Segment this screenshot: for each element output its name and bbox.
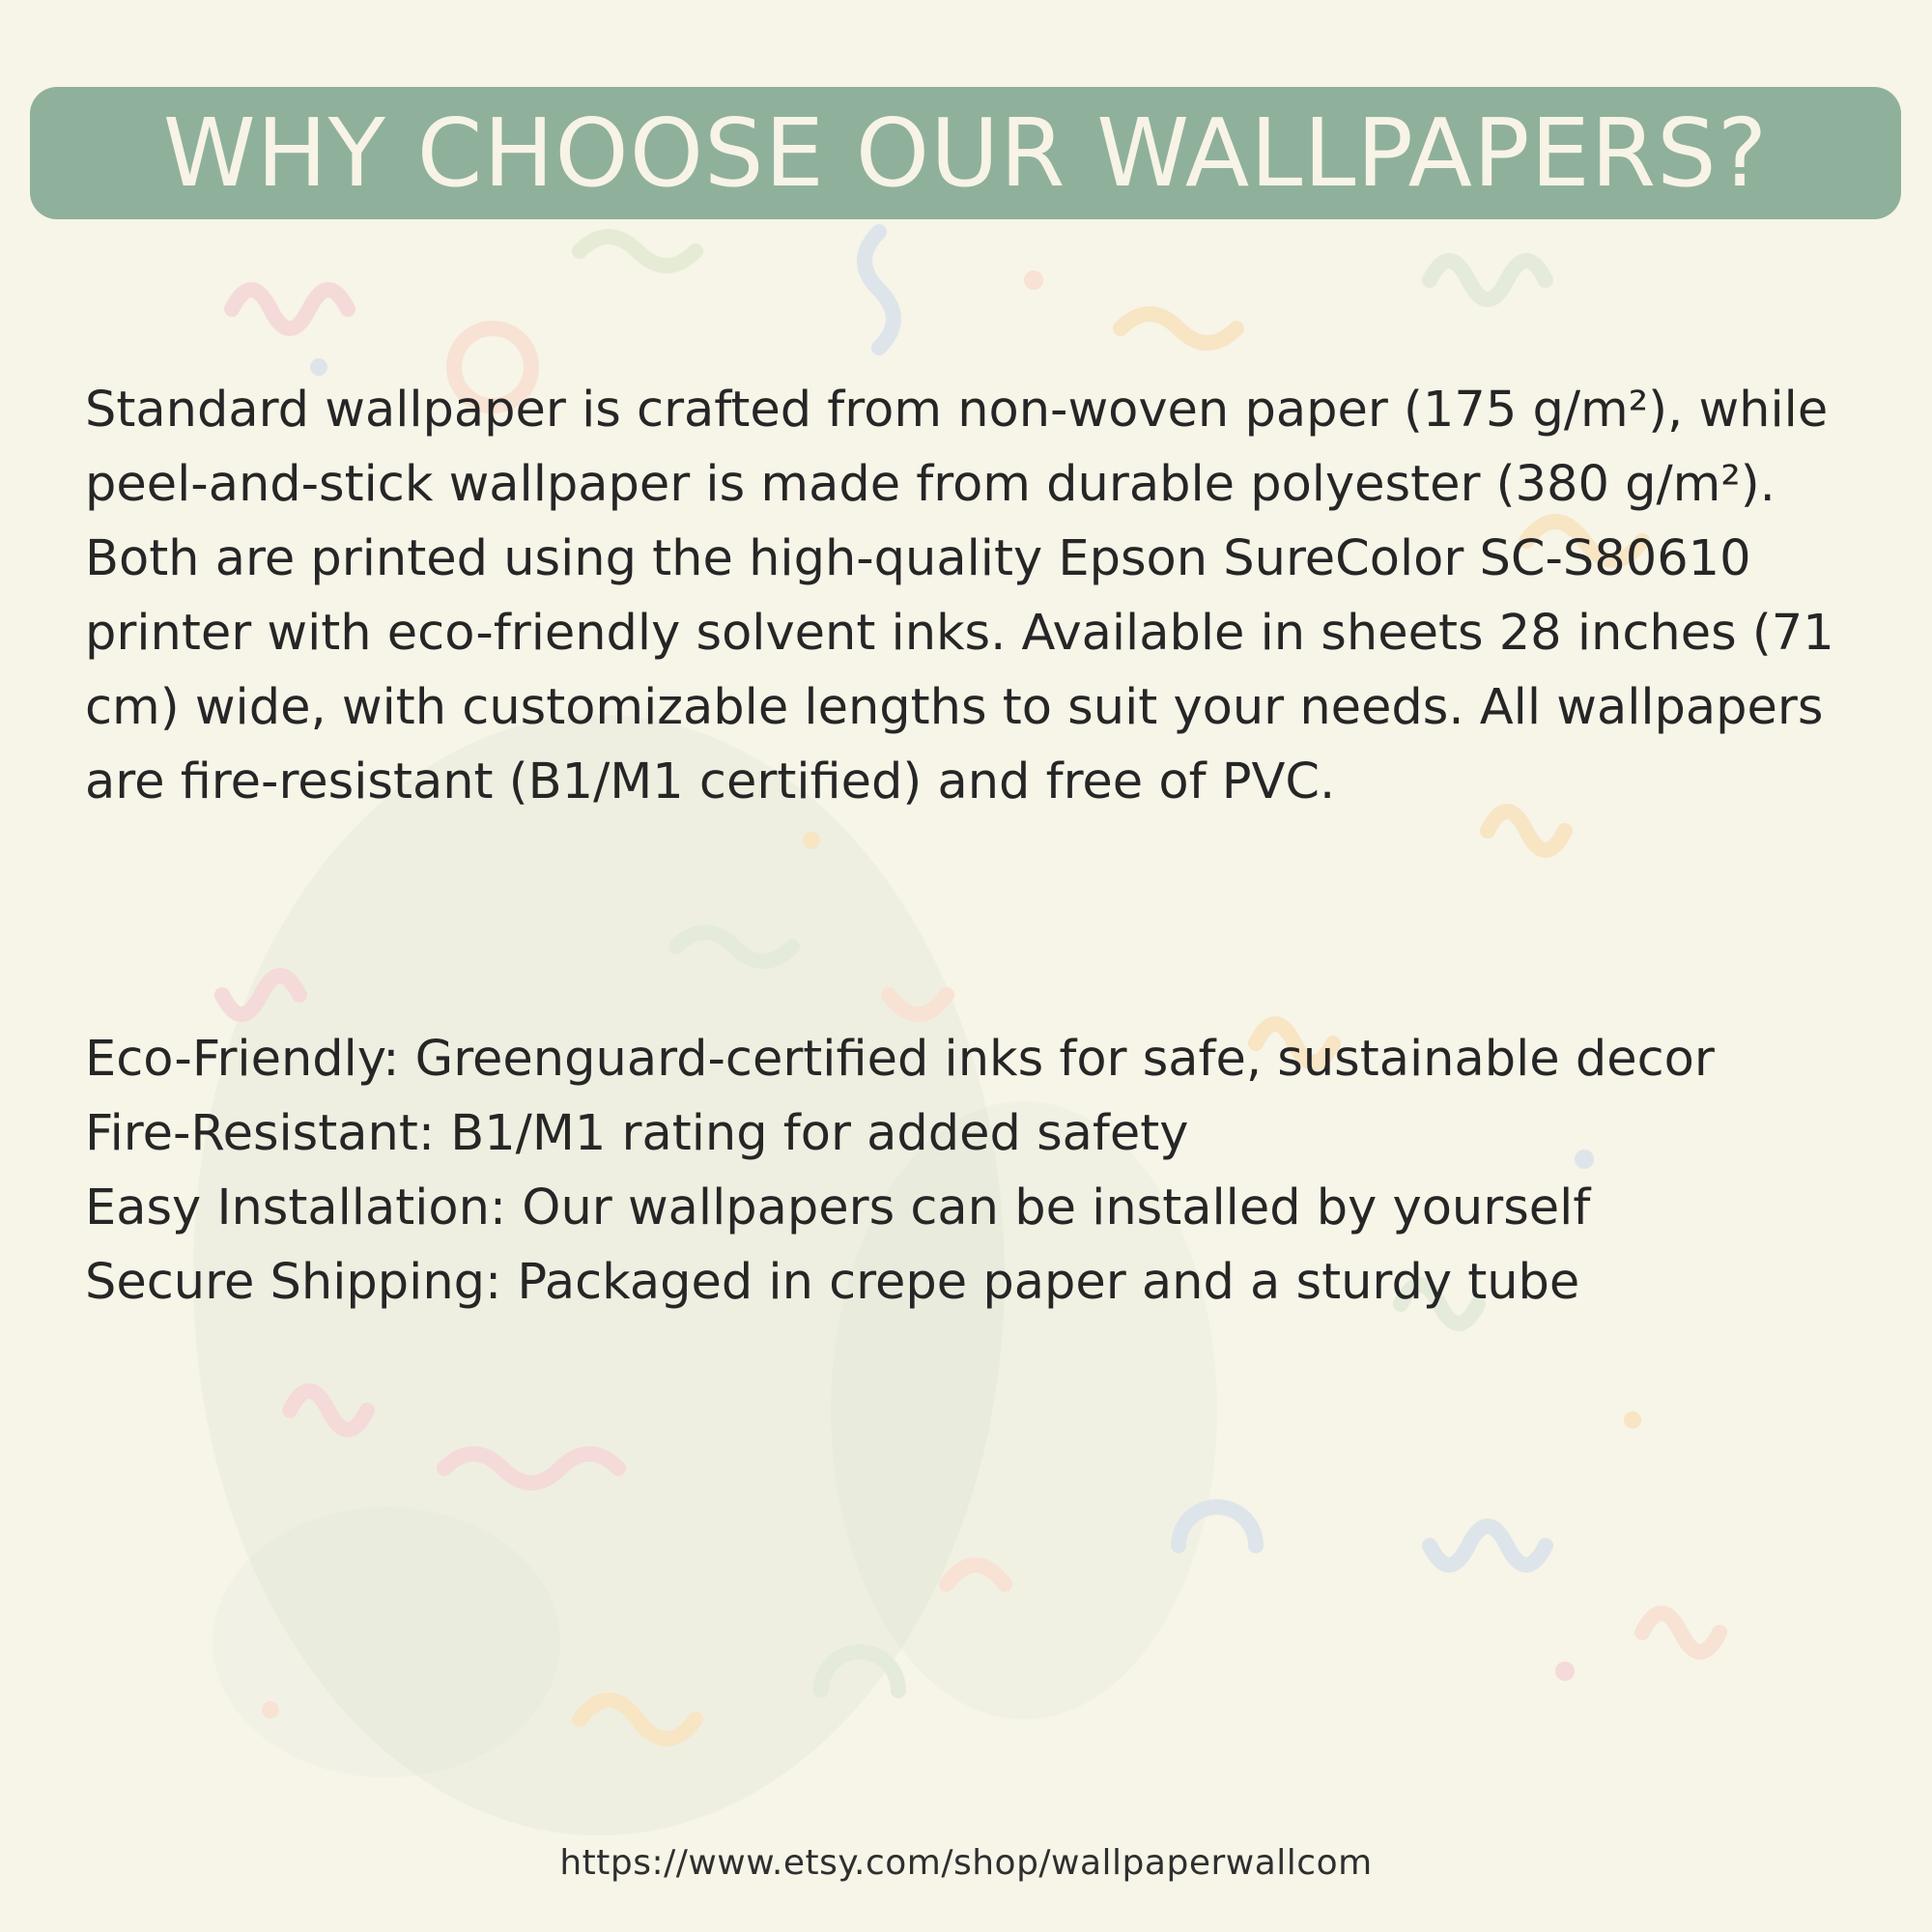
feature-list: [85, 1022, 1911, 1320]
feature-fire-resistant: Fire-Resistant: B1/M1 rating for added safety: [85, 1105, 1189, 1162]
page-title: WHY CHOOSE OUR WALLPAPERS?: [162, 99, 1769, 208]
feature-eco-friendly: Eco-Friendly: Greenguard-certified inks for safe, sustainable decor: [85, 1031, 1715, 1088]
description-block: [85, 373, 1882, 819]
shop-url: https://www.etsy.com/shop/wallpaperwallcom: [559, 1843, 1373, 1883]
feature-secure-shipping: Secure Shipping: Packaged in crepe paper and a sturdy tube: [85, 1254, 1580, 1311]
title-banner: [30, 87, 1901, 219]
feature-easy-installation: Easy Installation: Our wallpapers can be installed by yourself: [85, 1179, 1591, 1236]
description-text: Standard wallpaper is crafted from non-woven paper (175 g/m²), while peel-and-stick wallpaper is made from durable polyester (380 g/m²). Both are printed using the high-quality Epson SureColor SC-S80610 printer with eco-friendly solvent inks. Available in sheets 28 inches (71 cm) wide, with customizable lengths to suit your needs. All wallpapers are fire-resistant (B1/M1 certified) and free of PVC.: [85, 382, 1834, 810]
